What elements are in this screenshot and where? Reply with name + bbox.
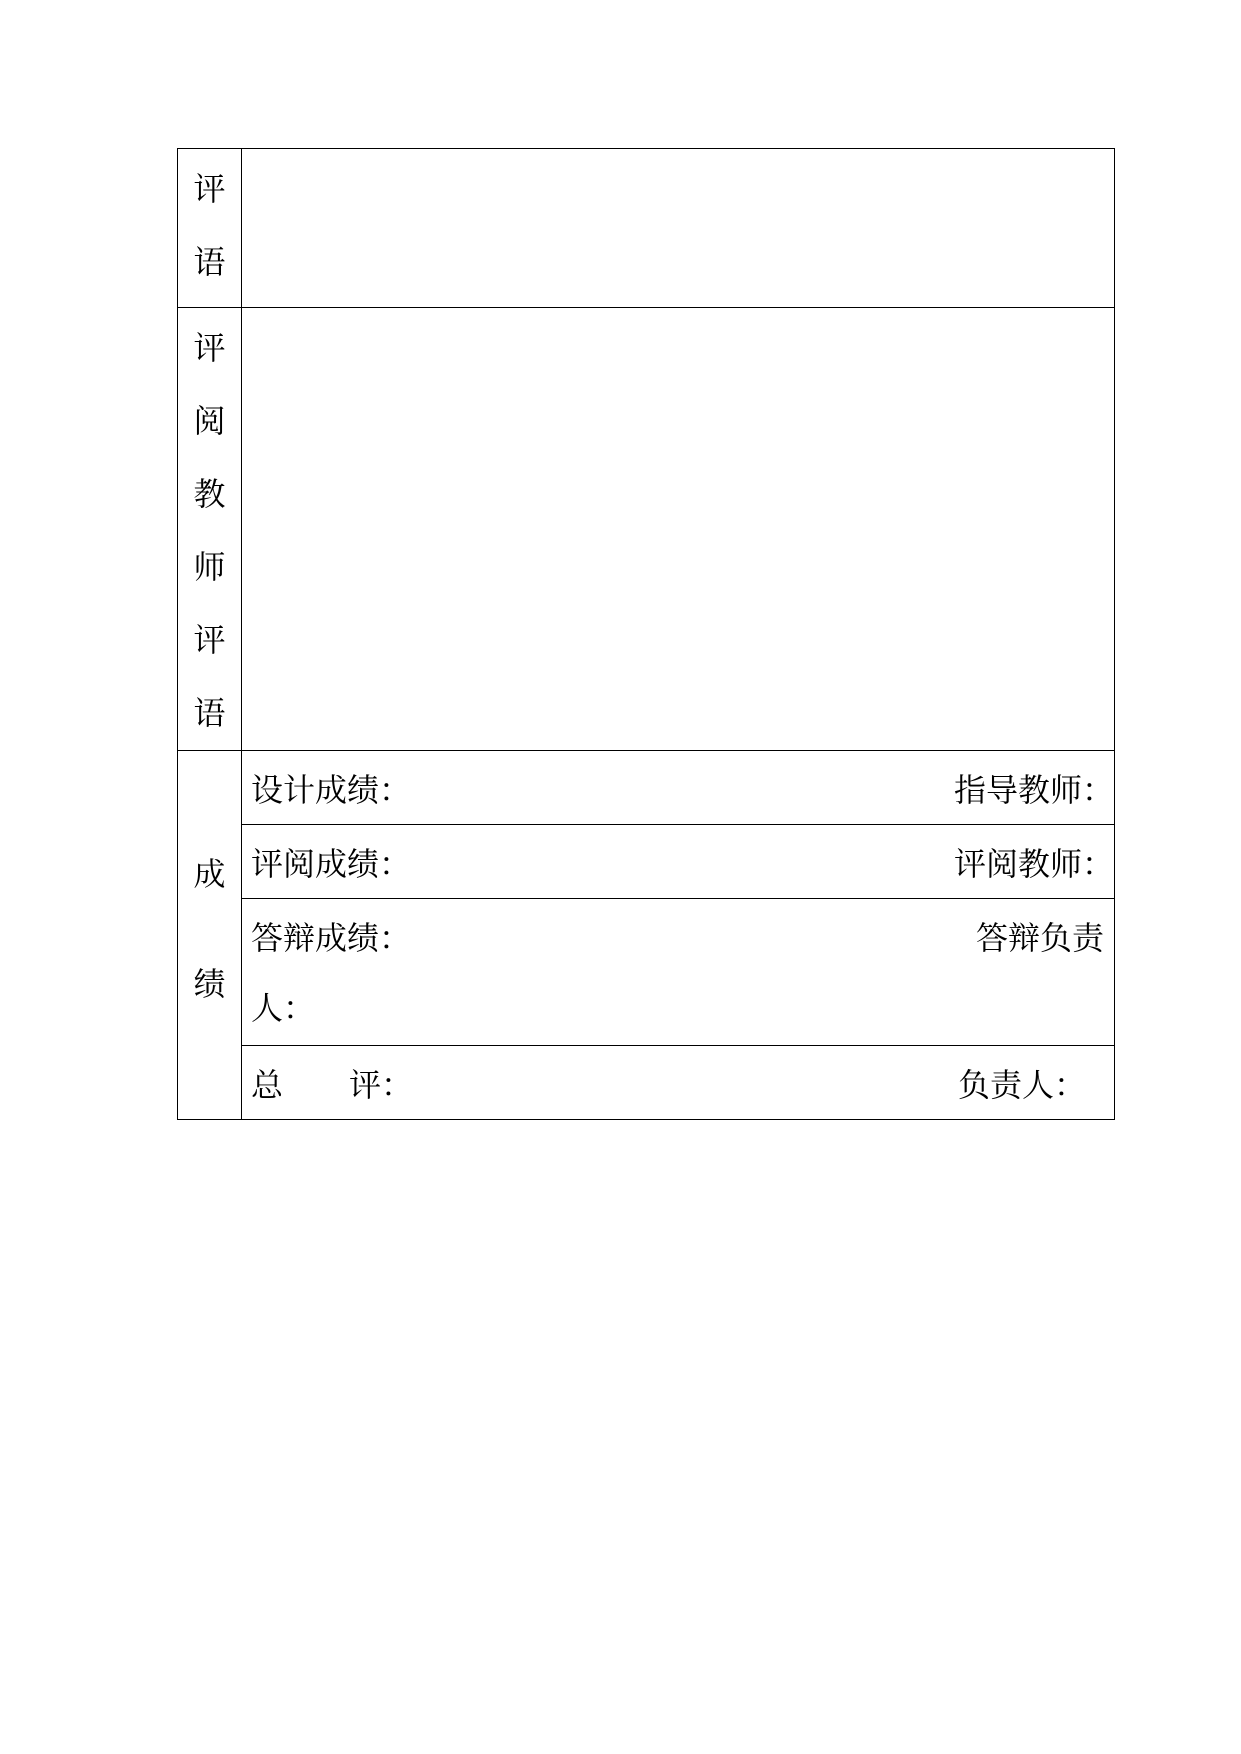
responsible-person-label: 负责人：	[957, 1065, 1086, 1104]
defense-grade-cell[interactable]	[242, 899, 1115, 1046]
comment-label-char: 评	[193, 170, 226, 208]
grade-label-cell	[178, 751, 242, 1120]
comment-label-char: 语	[193, 243, 226, 281]
grade-label-char: 绩	[193, 965, 226, 1003]
review-content-area[interactable]	[242, 308, 1115, 751]
defense-lead-label-continuation: 人：	[251, 989, 316, 1027]
comment-label-cell	[178, 149, 242, 308]
review-label	[178, 308, 241, 750]
review-label-char: 评	[193, 621, 226, 659]
total-grade-label-second: 评：	[349, 1065, 414, 1104]
grade-row-defense	[178, 899, 1115, 1046]
total-grade-cell[interactable]	[242, 1046, 1115, 1120]
defense-grade-label: 答辩成绩：	[251, 918, 412, 957]
comment-label	[178, 149, 241, 299]
grade-row-review	[178, 825, 1115, 899]
review-row	[178, 308, 1115, 751]
comment-content-area[interactable]	[242, 149, 1115, 308]
comment-row	[178, 149, 1115, 308]
evaluation-form-table	[177, 148, 1115, 1120]
reviewer-label: 评阅教师：	[953, 844, 1114, 883]
review-grade-cell[interactable]	[242, 825, 1115, 899]
review-grade-label: 评阅成绩：	[251, 844, 412, 883]
review-label-char: 阅	[193, 402, 226, 440]
defense-lead-label: 答辩负责	[975, 918, 1104, 957]
review-label-char: 语	[193, 694, 226, 732]
grade-label	[178, 751, 241, 1039]
review-label-char: 师	[193, 548, 226, 586]
design-grade-label: 设计成绩：	[251, 770, 412, 809]
review-label-cell	[178, 308, 242, 751]
total-grade-label-first: 总	[251, 1065, 284, 1104]
design-grade-cell[interactable]	[242, 751, 1115, 825]
advisor-label: 指导教师：	[953, 770, 1114, 809]
grade-label-char: 成	[193, 855, 226, 893]
grade-row-design	[178, 751, 1115, 825]
review-label-char: 评	[193, 329, 226, 367]
review-label-char: 教	[193, 475, 226, 513]
total-grade-label	[251, 1060, 413, 1106]
grade-row-total	[178, 1046, 1115, 1120]
